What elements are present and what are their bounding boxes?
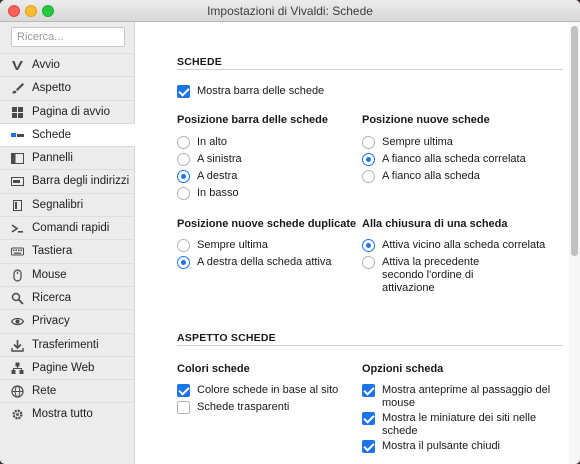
radio-button[interactable] <box>177 187 190 200</box>
window-title: Impostazioni di Vivaldi: Schede <box>207 4 373 18</box>
gear-icon <box>11 408 24 421</box>
radio-button-selected[interactable] <box>177 256 190 269</box>
radio-button[interactable] <box>362 256 375 269</box>
group-title-tab-options: Opzioni scheda <box>362 363 444 375</box>
radio-button[interactable] <box>362 170 375 183</box>
checkbox-checked[interactable] <box>362 440 375 453</box>
section-title-aspetto-schede: ASPETTO SCHEDE <box>177 332 276 344</box>
hover-preview-checkbox[interactable] <box>362 384 557 410</box>
radio-option[interactable] <box>177 239 268 252</box>
sidebar-item-pannelli[interactable] <box>0 146 135 169</box>
checkbox-checked[interactable] <box>362 412 375 425</box>
panel-icon <box>11 152 24 165</box>
sidebar-item-aspetto[interactable] <box>0 76 135 99</box>
radio-option[interactable] <box>177 153 242 166</box>
radio-option[interactable] <box>177 170 237 183</box>
sidebar-item-privacy[interactable] <box>0 309 135 332</box>
section-title-schede: SCHEDE <box>177 56 222 68</box>
sidebar-item-segnalibri[interactable] <box>0 193 135 216</box>
sidebar-item-label: Comandi rapidi <box>32 222 110 235</box>
sidebar-item-label: Avvio <box>32 59 60 71</box>
radio-option[interactable] <box>177 136 227 149</box>
radio-option[interactable] <box>362 170 480 183</box>
sidebar-item-label: Segnalibri <box>32 198 84 211</box>
settings-content <box>136 22 580 464</box>
scrollbar-thumb[interactable] <box>571 26 578 256</box>
show-close-button-checkbox[interactable] <box>362 440 500 453</box>
site-thumbnails-checkbox[interactable] <box>362 412 547 438</box>
sidebar-item-label: Privacy <box>32 315 70 328</box>
option-label: Attiva vicino alla scheda correlata <box>382 239 546 251</box>
sidebar-item-comandi-rapidi[interactable] <box>0 216 135 239</box>
radio-button[interactable] <box>177 153 190 166</box>
scrollbar[interactable] <box>569 22 580 464</box>
sidebar-item-label: Mostra tutto <box>32 408 93 421</box>
sidebar-item-ricerca[interactable] <box>0 286 135 309</box>
sidebar-item-pagine-web[interactable] <box>0 356 135 379</box>
checkbox-checked[interactable] <box>177 85 190 98</box>
section-divider <box>177 69 563 70</box>
option-label: Mostra il pulsante chiudi <box>382 440 501 452</box>
sidebar-item-mostra-tutto[interactable] <box>0 402 135 425</box>
sidebar-item-label: Schede <box>32 128 72 141</box>
sidebar-item-rete[interactable] <box>0 379 135 402</box>
checkbox-checked[interactable] <box>177 384 190 397</box>
group-title-duplicate-tab-position: Posizione nuove schede duplicate <box>177 218 357 230</box>
sidebar-item-label: Pagine Web <box>32 361 95 374</box>
sidebar-item-schede[interactable] <box>0 123 135 146</box>
sidebar-item-barra-degli-indirizzi[interactable] <box>0 169 135 192</box>
keyboard-icon <box>11 245 24 258</box>
download-icon <box>11 339 24 352</box>
radio-option[interactable] <box>362 239 545 252</box>
sidebar-item-pagina-di-avvio[interactable] <box>0 100 135 123</box>
option-label: In basso <box>197 187 239 199</box>
option-label: Sempre ultima <box>197 239 268 251</box>
radio-option[interactable] <box>362 153 526 166</box>
radio-option[interactable] <box>362 256 522 295</box>
vivaldi-icon <box>11 59 24 72</box>
option-label: A destra <box>197 170 238 182</box>
search-icon <box>11 292 24 305</box>
checkbox[interactable] <box>177 401 190 414</box>
sidebar-item-label: Trasferimenti <box>32 338 99 351</box>
radio-button-selected[interactable] <box>177 170 190 183</box>
tab-color-by-site-checkbox[interactable] <box>177 384 338 397</box>
globe-icon <box>11 362 24 375</box>
sidebar-item-tastiera[interactable] <box>0 239 135 262</box>
eye-icon <box>11 315 24 328</box>
transparent-tabs-checkbox[interactable] <box>177 401 289 414</box>
group-title-tab-colors: Colori schede <box>177 363 250 375</box>
sidebar-item-label: Barra degli indirizzi <box>32 175 130 188</box>
radio-option[interactable] <box>362 136 453 149</box>
settings-nav <box>0 53 135 426</box>
tabs-icon <box>11 129 24 142</box>
sidebar-item-label: Rete <box>32 385 57 398</box>
show-tab-bar-checkbox[interactable] <box>177 85 324 98</box>
option-label: A destra della scheda attiva <box>197 256 332 268</box>
option-label: In alto <box>197 136 227 148</box>
sidebar-item-label: Aspetto <box>32 82 71 95</box>
sidebar-item-label: Pagina di avvio <box>32 105 110 118</box>
radio-option[interactable] <box>177 256 332 269</box>
radio-option[interactable] <box>177 187 239 200</box>
checkbox-checked[interactable] <box>362 384 375 397</box>
sidebar-item-label: Ricerca <box>32 291 71 304</box>
radio-button[interactable] <box>362 136 375 149</box>
brush-icon <box>11 82 24 95</box>
radio-button[interactable] <box>177 239 190 252</box>
sidebar-item-trasferimenti[interactable] <box>0 333 135 356</box>
title-bar[interactable] <box>0 0 580 22</box>
group-title-on-close: Alla chiusura di una scheda <box>362 218 508 230</box>
section-divider <box>177 345 563 346</box>
sidebar-item-label: Mouse <box>32 268 67 281</box>
address-bar-icon <box>11 175 24 188</box>
option-label: Colore schede in base al sito <box>197 384 339 396</box>
mouse-icon <box>11 269 24 282</box>
option-label: A fianco alla scheda <box>382 170 480 182</box>
option-label: Sempre ultima <box>382 136 453 148</box>
sidebar-item-label: Pannelli <box>32 152 73 165</box>
option-label: Mostra le miniature dei siti nelle schede <box>382 412 537 437</box>
radio-button-selected[interactable] <box>362 239 375 252</box>
option-label: Mostra anteprime al passaggio del mouse <box>382 384 551 409</box>
quick-commands-icon <box>11 222 24 235</box>
option-label: A sinistra <box>197 153 242 165</box>
network-icon <box>11 385 24 398</box>
group-title-new-tab-position: Posizione nuove schede <box>362 114 490 126</box>
sidebar-item-avvio[interactable] <box>0 53 135 76</box>
group-title-tab-bar-position: Posizione barra delle schede <box>177 114 329 126</box>
option-label: A fianco alla scheda correlata <box>382 153 526 165</box>
option-label: Attiva la precedente secondo l'ordine di attivazione <box>382 256 480 294</box>
bookmark-icon <box>11 199 24 212</box>
settings-sidebar <box>0 22 135 464</box>
option-label: Schede trasparenti <box>197 401 290 413</box>
settings-search-input[interactable] <box>11 27 125 47</box>
option-label: Mostra barra delle schede <box>197 85 325 97</box>
radio-button[interactable] <box>177 136 190 149</box>
grid-icon <box>11 106 24 119</box>
sidebar-item-mouse[interactable] <box>0 263 135 286</box>
sidebar-item-label: Tastiera <box>32 245 73 258</box>
radio-button-selected[interactable] <box>362 153 375 166</box>
